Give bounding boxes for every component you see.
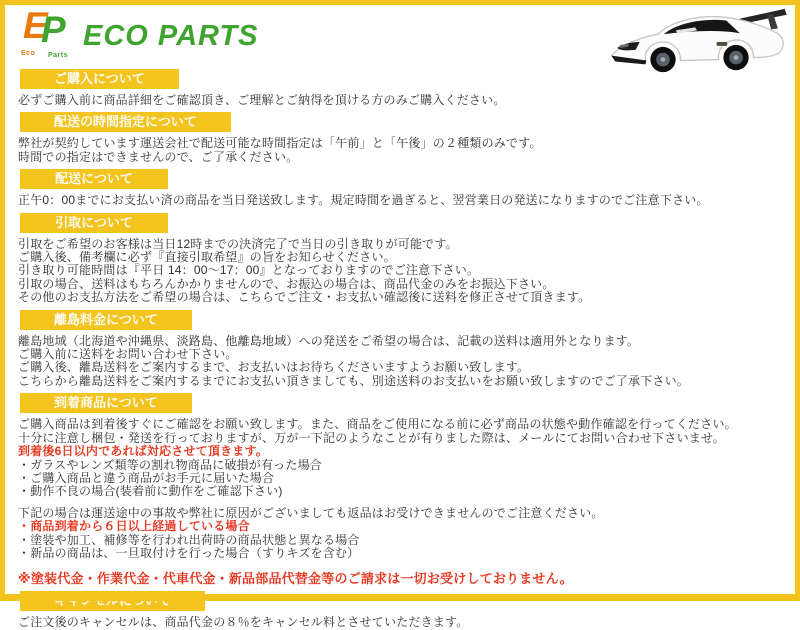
logo-sub-parts: Parts: [48, 52, 69, 59]
policy-sections: [5, 62, 795, 630]
policy-line: ご購入商品は到着後すぐにご確認をお願い致します。また、商品をご使用になる前に必ず商品の状態や動作確認を行ってください。: [18, 417, 737, 432]
policy-section-shipping: [18, 164, 785, 207]
policy-section-arrived-goods: [18, 388, 785, 586]
section-title-badge: 配送について: [20, 169, 168, 189]
policy-line: 引き取り可能時間は『平日 14：00～17：00』となっておりますのでご注意下さい。: [18, 263, 480, 278]
policy-line: 十分に注意し梱包・発送を行っておりますが、万が一下記のようなことが有りました際は、メールにてお問い合わせ下さいませ。: [18, 430, 726, 445]
section-title-badge: ご購入について: [20, 69, 179, 89]
bottom-border-bar: [5, 594, 795, 601]
policy-section-delivery-time: [18, 107, 785, 164]
section-title-badge: 離島料金について: [20, 310, 192, 330]
policy-line: ※塗装代金・作業代金・代車代金・新品部品代替金等のご請求は一切お受けしておりません。: [18, 571, 573, 587]
policy-line: 必ずご購入前に商品詳細をご確認頂き、ご理解とご納得を頂ける方のみご購入ください。: [18, 93, 506, 107]
policy-line: 正午0：00までにお支払い済の商品を当日発送致します。規定時間を過ぎると、翌営業日の発送になりますのでご注意下さい。: [18, 193, 709, 208]
line-spacer: [18, 560, 785, 568]
policy-line: ・動作不良の場合(装着前に動作をご確認下さい): [18, 484, 283, 499]
logo-monogram: [21, 5, 77, 59]
policy-line: ・ご購入商品と違う商品がお手元に届いた場合: [18, 470, 275, 485]
policy-section-remote-island-fee: [18, 305, 785, 389]
logo-letter-p: P: [41, 9, 66, 50]
car-illustration: [607, 5, 793, 79]
policy-line: 到着後6日以内であれば対応させて頂きます。: [18, 444, 268, 459]
policy-line: 下記の場合は運送途中の事故や弊社に原因がございましても返品はお受けできませんのでご注意ください。: [18, 505, 604, 520]
logo-letter-e: E: [23, 5, 48, 46]
policy-line: ご購入後、離島送料をご案内するまで、お支払いはお待ちくださいますようお願い致します。: [18, 360, 530, 375]
policy-line: 引取の場合、送料はもちろんかかりませんので、お振込の場合は、商品代金のみをお振込下さい。: [18, 276, 555, 291]
policy-line: ご購入後、備考欄に必ず『直接引取希望』の旨をお知らせください。: [18, 250, 396, 265]
eco-parts-logo: [21, 5, 259, 59]
section-title-badge: 配送の時間指定について: [20, 112, 231, 132]
policy-line: ・新品の商品は、一旦取付けを行った場合（すりキズを含む）: [18, 545, 360, 560]
policy-line: 時間での指定はできませんので、ご了承ください。: [18, 149, 299, 164]
policy-line: ・ガラスやレンズ類等の割れ物商品に破損が有った場合: [18, 457, 322, 472]
logo-sub-eco: Eco: [21, 50, 36, 57]
header: [5, 5, 795, 62]
section-title-badge: 引取について: [20, 213, 168, 233]
policy-section-cancel: [18, 586, 785, 629]
policy-line: ・商品到着から６日以上経過している場合: [18, 519, 250, 534]
section-title-badge: 到着商品について: [20, 393, 192, 413]
brand-name: ECO PARTS: [83, 19, 259, 52]
policy-line: ・塗装や加工、補修等を行われ出荷時の商品状態と異なる場合: [18, 532, 360, 547]
policy-line: その他のお支払方法をご希望の場合は、こちらでご注文・お支払い確認後に送料を修正させて頂きます。: [18, 290, 591, 305]
sports-car-image: [607, 5, 793, 84]
policy-line: こちらから離島送料をご案内するまでにお支払い頂きましても、別途送料のお支払いをお願い致しますのでご了承下さい。: [18, 373, 690, 388]
policy-line: ご購入前に送料をお問い合わせ下さい。: [18, 347, 238, 362]
policy-line: 引取をご希望のお客様は当日12時までの決済完了で当日の引き取りが可能です。: [18, 236, 458, 251]
policy-line: 離島地域（北海道や沖縄県、淡路島、他離島地域）への発送をご希望の場合は、記載の送料は適用外となります。: [18, 333, 640, 348]
policy-section-pickup: [18, 208, 785, 305]
policy-line: 弊社が契約しています運送会社で配送可能な時間指定は「午前」と「午後」の２種類のみです。: [18, 136, 542, 151]
policy-line: ご注文後のキャンセルは、商品代金の８％をキャンセル料とさせていただきます。: [18, 615, 469, 630]
